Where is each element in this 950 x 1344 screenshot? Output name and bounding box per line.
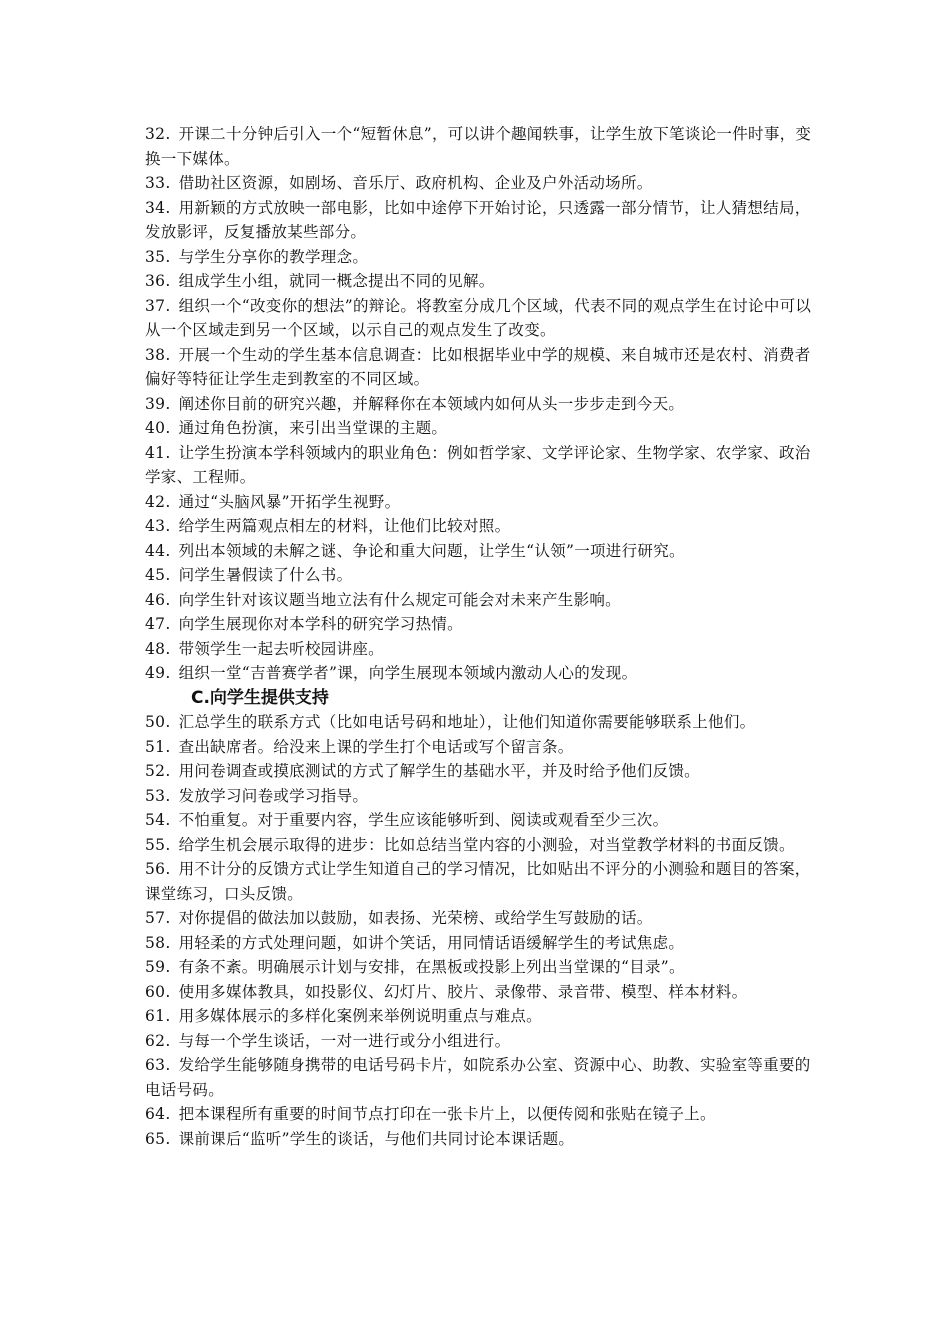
list-item (145, 514, 825, 539)
item-number: 34. (145, 198, 171, 217)
list-item (145, 392, 825, 417)
list-item (145, 661, 825, 686)
item-number: 35. (145, 247, 171, 266)
item-text: 列出本领域的未解之谜、争论和重大问题，让学生“认领”一项进行研究。 (178, 541, 685, 560)
list-item (145, 588, 825, 613)
item-text: 开展一个生动的学生基本信息调查：比如根据毕业中学的规模、来自城市还是农村、消费者偏好等特征让学生走到教室的不同区域。 (145, 345, 811, 388)
item-number: 45. (145, 566, 171, 584)
item-number: 50. (145, 713, 171, 731)
item-text: 向学生针对该议题当地立法有什么规定可能会对未来产生影响。 (178, 590, 621, 609)
item-number: 37. (145, 296, 171, 315)
list-item (145, 196, 825, 245)
item-text: 发给学生能够随身携带的电话号码卡片，如院系办公室、资源中心、助教、实验室等重要的电话号码。 (145, 1056, 811, 1099)
item-text: 把本课程所有重要的时间节点打印在一张卡片上，以便传阅和张贴在镜子上。 (178, 1105, 716, 1123)
item-number: 51. (145, 737, 171, 756)
item-text: 让学生扮演本学科领域内的职业角色：例如哲学家、文学评论家、生物学家、农学家、政治学家、工程师。 (145, 443, 811, 486)
list-item (145, 245, 825, 270)
list-item (145, 612, 825, 637)
item-number: 56. (145, 860, 171, 878)
item-text: 有条不紊。明确展示计划与安排，在黑板或投影上列出当堂课的“目录”。 (178, 958, 685, 976)
item-text: 用问卷调查或摸底测试的方式了解学生的基础水平，并及时给予他们反馈。 (178, 762, 700, 780)
item-text: 带领学生一起去听校园讲座。 (178, 639, 384, 658)
list-item (145, 759, 825, 784)
item-number: 64. (145, 1105, 171, 1123)
item-text: 通过角色扮演，来引出当堂课的主题。 (178, 419, 448, 437)
list-item (145, 269, 825, 294)
item-number: 54. (145, 811, 171, 829)
item-number: 43. (145, 517, 171, 535)
list-item (145, 1127, 825, 1152)
list-item (145, 808, 825, 833)
list-item (145, 171, 825, 196)
item-number: 41. (145, 443, 171, 462)
item-number: 36. (145, 272, 171, 290)
list-part-2 (145, 710, 825, 1151)
list-item (145, 441, 825, 490)
item-text: 阐述你目前的研究兴趣，并解释你在本领域内如何从头一步步走到今天。 (178, 394, 685, 413)
item-number: 44. (145, 541, 171, 560)
list-item (145, 857, 825, 906)
list-item (145, 563, 825, 588)
list-part-1 (145, 122, 825, 686)
item-number: 62. (145, 1031, 171, 1050)
item-text: 借助社区资源，如剧场、音乐厅、政府机构、企业及户外活动场所。 (178, 174, 653, 192)
item-number: 42. (145, 492, 171, 511)
list-item (145, 539, 825, 564)
list-item (145, 490, 825, 515)
item-number: 58. (145, 933, 171, 952)
list-item (145, 833, 825, 858)
item-text: 使用多媒体教具，如投影仪、幻灯片、胶片、录像带、录音带、模型、样本材料。 (178, 982, 748, 1001)
item-text: 组成学生小组，就同一概念提出不同的见解。 (178, 272, 495, 290)
item-number: 38. (145, 345, 171, 364)
list-item (145, 1004, 825, 1029)
item-number: 46. (145, 590, 171, 609)
item-number: 49. (145, 664, 171, 682)
item-number: 48. (145, 639, 171, 658)
item-number: 55. (145, 835, 171, 854)
item-text: 汇总学生的联系方式（比如电话号码和地址），让他们知道你需要能够联系上他们。 (178, 713, 756, 731)
list-item (145, 294, 825, 343)
item-number: 59. (145, 958, 171, 976)
item-text: 与每一个学生谈话，一对一进行或分小组进行。 (178, 1031, 511, 1050)
list-item (145, 710, 825, 735)
item-text: 与学生分享你的教学理念。 (178, 247, 369, 266)
item-number: 65. (145, 1129, 171, 1148)
item-number: 53. (145, 786, 171, 805)
list-item (145, 1053, 825, 1102)
list-item (145, 784, 825, 809)
item-number: 40. (145, 419, 171, 437)
item-number: 61. (145, 1007, 171, 1025)
item-text: 发放学习问卷或学习指导。 (178, 786, 369, 805)
item-text: 查出缺席者。给没来上课的学生打个电话或写个留言条。 (178, 737, 574, 756)
list-item (145, 637, 825, 662)
list-item (145, 122, 825, 171)
item-text: 课前课后“监听”学生的谈话，与他们共同讨论本课话题。 (178, 1129, 575, 1148)
item-number: 63. (145, 1056, 171, 1074)
item-text: 开课二十分钟后引入一个“短暂休息”，可以讲个趣闻轶事，让学生放下笔谈论一件时事，变换一下媒体。 (145, 125, 812, 168)
list-item (145, 906, 825, 931)
item-text: 不怕重复。对于重要内容，学生应该能够听到、阅读或观看至少三次。 (178, 811, 669, 829)
list-item (145, 416, 825, 441)
item-text: 向学生展现你对本学科的研究学习热情。 (178, 615, 463, 633)
list-item (145, 1102, 825, 1127)
list-item (145, 955, 825, 980)
item-number: 52. (145, 762, 171, 780)
item-number: 39. (145, 394, 171, 413)
list-item (145, 980, 825, 1005)
section-heading: C.向学生提供支持 (191, 687, 329, 708)
item-text: 用新颖的方式放映一部电影，比如中途停下开始讨论，只透露一部分情节，让人猜想结局，发放影评，反复播放某些部分。 (145, 198, 811, 241)
item-number: 47. (145, 615, 171, 633)
item-number: 60. (145, 982, 171, 1001)
item-text: 通过“头脑风暴”开拓学生视野。 (178, 492, 401, 511)
item-text: 组织一个“改变你的想法”的辩论。将教室分成几个区域，代表不同的观点学生在讨论中可以从一个区域走到另一个区域，以示自己的观点发生了改变。 (145, 296, 812, 339)
item-number: 32. (145, 125, 171, 143)
item-number: 33. (145, 174, 171, 192)
list-item (145, 343, 825, 392)
document-page (145, 122, 825, 1151)
list-item (145, 931, 825, 956)
item-text: 用多媒体展示的多样化案例来举例说明重点与难点。 (178, 1007, 542, 1025)
item-number: 57. (145, 909, 171, 927)
item-text: 用轻柔的方式处理问题，如讲个笑话，用同情话语缓解学生的考试焦虑。 (178, 933, 685, 952)
item-text: 用不计分的反馈方式让学生知道自己的学习情况，比如贴出不评分的小测验和题目的答案，课堂练习，口头反馈。 (145, 860, 811, 903)
list-item (145, 1029, 825, 1054)
item-text: 组织一堂“吉普赛学者”课，向学生展现本领域内激动人心的发现。 (178, 664, 638, 682)
item-text: 给学生机会展示取得的进步：比如总结当堂内容的小测验，对当堂教学材料的书面反馈。 (178, 835, 795, 854)
item-text: 问学生暑假读了什么书。 (178, 566, 353, 584)
list-item (145, 735, 825, 760)
item-text: 给学生两篇观点相左的材料，让他们比较对照。 (178, 517, 511, 535)
item-text: 对你提倡的做法加以鼓励，如表扬、光荣榜、或给学生写鼓励的话。 (178, 909, 653, 927)
